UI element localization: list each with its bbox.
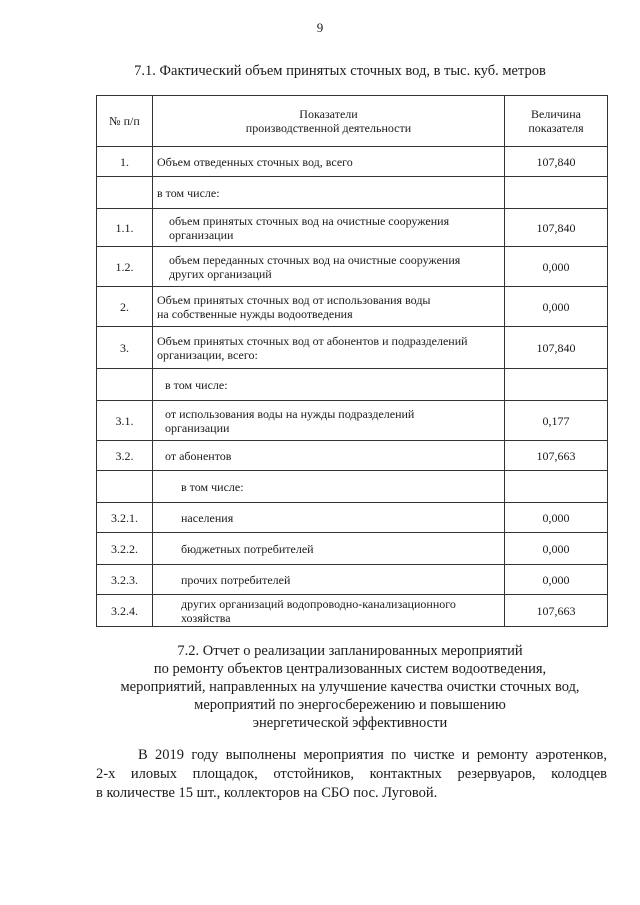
table-row xyxy=(97,147,608,177)
table-row xyxy=(97,247,608,287)
row-number xyxy=(97,177,153,209)
row-indicator-line: в том числе: xyxy=(181,479,244,494)
section-title: 7.1. Фактический объем принятых сточных вод, в тыс. куб. метров xyxy=(134,63,546,79)
row-number: 3.2.1. xyxy=(97,503,153,533)
paragraph-line: 2-х иловых площадок, отстойников, контактных резервуаров, колодцев xyxy=(96,766,607,782)
row-indicator-line: хозяйства xyxy=(181,610,231,625)
header-indicator-line1: Показатели xyxy=(299,107,358,121)
section2-title-line: мероприятий, направленных на улучшение качества очистки сточных вод, xyxy=(120,679,580,695)
row-value: 107,840 xyxy=(505,327,608,369)
row-indicator-line: Объем принятых сточных вод от абонентов и подразделений xyxy=(157,333,468,348)
header-number: № п/п xyxy=(97,96,153,147)
paragraph-line: В 2019 году выполнены мероприятия по чистке и ремонту аэротенков, xyxy=(138,747,607,763)
table-row xyxy=(97,471,608,503)
row-value: 107,840 xyxy=(505,209,608,247)
table-row xyxy=(97,503,608,533)
row-value: 0,000 xyxy=(505,533,608,565)
header-value-line1: Величина xyxy=(531,107,581,121)
row-indicator xyxy=(153,471,505,503)
row-number: 2. xyxy=(97,287,153,327)
row-indicator-line: Объем отведенных сточных вод, всего xyxy=(157,154,353,169)
section2-title-line: энергетической эффективности xyxy=(252,715,448,731)
row-number: 3.2. xyxy=(97,441,153,471)
row-indicator xyxy=(153,247,505,287)
page-number: 9 xyxy=(316,20,324,35)
row-value: 107,840 xyxy=(505,147,608,177)
header-indicator-line2: производственной деятельности xyxy=(245,121,412,135)
row-number: 3. xyxy=(97,327,153,369)
table-row xyxy=(97,287,608,327)
row-indicator-line: объем принятых сточных вод на очистные сооружения xyxy=(169,213,450,228)
row-value: 0,177 xyxy=(505,401,608,441)
row-indicator-line: на собственные нужды водоотведения xyxy=(157,306,353,321)
section2-title-line: мероприятий по энергосбережению и повышению xyxy=(194,697,506,713)
table-row xyxy=(97,177,608,209)
row-value: 0,000 xyxy=(505,287,608,327)
table-row xyxy=(97,441,608,471)
row-number: 1.1. xyxy=(97,209,153,247)
section2-title-line: по ремонту объектов централизованных систем водоотведения, xyxy=(153,661,547,677)
row-indicator xyxy=(153,147,505,177)
section2-title-line: 7.2. Отчет о реализации запланированных мероприятий xyxy=(177,643,523,659)
row-value: 0,000 xyxy=(505,565,608,595)
row-indicator xyxy=(153,401,505,441)
row-number: 3.2.2. xyxy=(97,533,153,565)
paragraph-line: в количестве 15 шт., коллекторов на СБО пос. Луговой. xyxy=(96,785,438,801)
row-value xyxy=(505,369,608,401)
section2-title xyxy=(80,642,620,732)
row-value xyxy=(505,471,608,503)
row-indicator-line: бюджетных потребителей xyxy=(181,541,314,556)
row-indicator xyxy=(153,441,505,471)
table-row xyxy=(97,595,608,627)
row-indicator-line: населения xyxy=(181,510,234,525)
row-indicator-line: других организаций xyxy=(169,266,272,281)
table-row xyxy=(97,369,608,401)
row-indicator xyxy=(153,533,505,565)
row-number: 3.2.3. xyxy=(97,565,153,595)
row-indicator xyxy=(153,595,505,627)
row-indicator xyxy=(153,177,505,209)
table-body xyxy=(97,147,608,627)
row-indicator xyxy=(153,565,505,595)
table-header-row xyxy=(97,96,608,147)
row-number: 3.1. xyxy=(97,401,153,441)
row-indicator-line: организации xyxy=(169,227,234,242)
table-row xyxy=(97,401,608,441)
body-paragraph xyxy=(96,746,607,803)
row-number: 1. xyxy=(97,147,153,177)
row-value xyxy=(505,177,608,209)
table-row xyxy=(97,209,608,247)
row-value: 0,000 xyxy=(505,503,608,533)
row-indicator-line: организации xyxy=(165,420,230,435)
row-number: 1.2. xyxy=(97,247,153,287)
row-indicator-line: от абонентов xyxy=(165,448,232,463)
row-number: 3.2.4. xyxy=(97,595,153,627)
row-indicator xyxy=(153,503,505,533)
row-indicator xyxy=(153,209,505,247)
row-indicator-line: объем переданных сточных вод на очистные сооружения xyxy=(169,252,461,267)
metrics-table xyxy=(96,95,608,627)
table-row xyxy=(97,327,608,369)
header-indicator xyxy=(153,96,505,147)
header-value xyxy=(505,96,608,147)
row-number xyxy=(97,471,153,503)
row-value: 107,663 xyxy=(505,595,608,627)
row-indicator-line: в том числе: xyxy=(157,185,220,200)
row-indicator xyxy=(153,369,505,401)
row-indicator xyxy=(153,327,505,369)
row-value: 0,000 xyxy=(505,247,608,287)
row-indicator-line: Объем принятых сточных вод от использования воды xyxy=(157,292,431,307)
row-indicator-line: прочих потребителей xyxy=(181,572,291,587)
row-indicator xyxy=(153,287,505,327)
row-indicator-line: в том числе: xyxy=(165,377,228,392)
row-indicator-line: организации, всего: xyxy=(157,347,258,362)
row-number xyxy=(97,369,153,401)
row-value: 107,663 xyxy=(505,441,608,471)
table-row xyxy=(97,533,608,565)
row-indicator-line: от использования воды на нужды подразделений xyxy=(165,406,415,421)
table-row xyxy=(97,565,608,595)
row-indicator-line: других организаций водопроводно-канализационного xyxy=(181,596,456,611)
header-value-line2: показателя xyxy=(528,121,584,135)
